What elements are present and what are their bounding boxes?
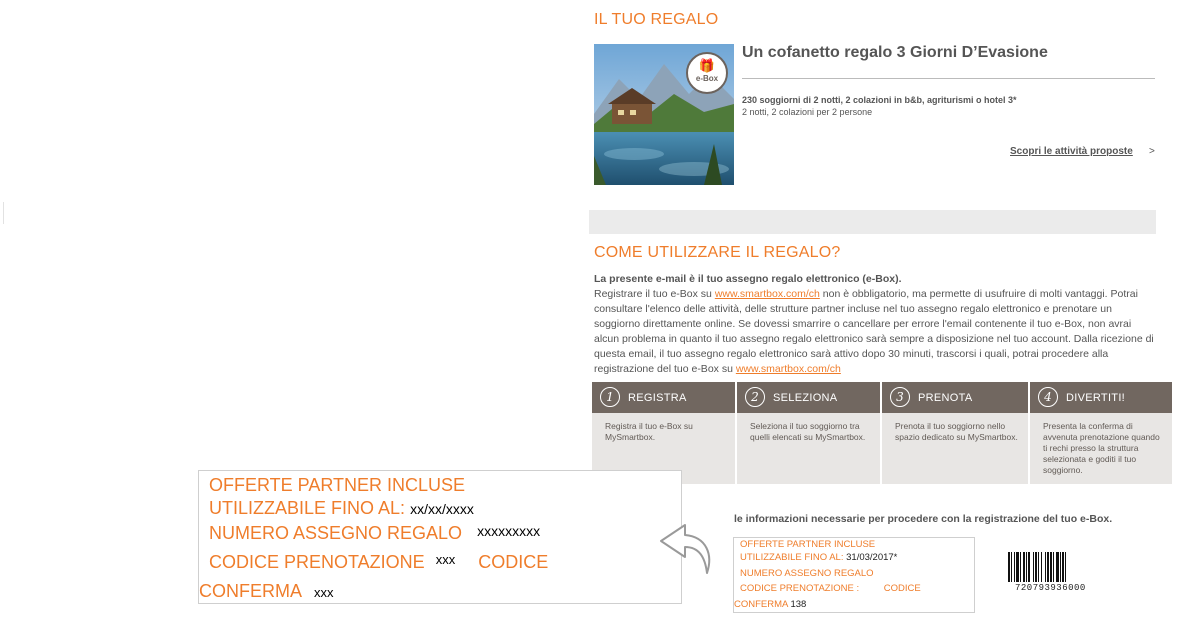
product-title: Un cofanetto regalo 3 Giorni D’Evasione	[742, 44, 1048, 61]
divider	[3, 202, 4, 224]
howto-section-title: COME UTILIZZARE IL REGALO?	[594, 244, 841, 261]
step-enjoy	[1030, 382, 1172, 484]
partner-offers-label: OFFERTE PARTNER INCLUSE	[740, 539, 876, 550]
step-register	[592, 382, 735, 484]
step-description: Prenota il tuo soggiorno nello spazio dedicato su MySmartbox.	[895, 421, 1018, 442]
step-header	[882, 382, 1028, 413]
voucher-number-row	[209, 523, 540, 544]
valid-until-value: 31/03/2017*	[846, 552, 898, 563]
barcode-bar	[1065, 552, 1066, 582]
step-description: Registra il tuo e-Box su MySmartbox.	[605, 421, 693, 442]
discover-activities-link[interactable]: Scopri le attività proposte	[1010, 146, 1133, 157]
confirmation-value: xxx	[314, 585, 334, 600]
gift-section-title: IL TUO REGALO	[594, 11, 719, 28]
step-number-icon: 3	[890, 387, 910, 407]
step-label: PRENOTA	[918, 392, 973, 404]
barcode-bar	[1041, 552, 1042, 582]
step-number-icon: 2	[745, 387, 765, 407]
barcode-bar	[1016, 552, 1019, 582]
voucher-number-label: NUMERO ASSEGNO REGALO	[209, 523, 463, 543]
step-label: SELEZIONA	[773, 392, 838, 404]
valid-until-value: xx/xx/xxxx	[410, 501, 474, 517]
confirmation-label: CONFERMA	[734, 599, 788, 610]
step-header	[1030, 382, 1172, 413]
barcode-bar	[1045, 552, 1046, 582]
step-description: Presenta la conferma di avvenuta prenotazione quando ti rechi presso la struttura selezionata e goditi il tuo soggiorno.	[1043, 421, 1160, 475]
valid-until-label: UTILIZZABILE FINO AL:	[740, 552, 844, 563]
steps-strip	[592, 382, 1172, 484]
howto-body-text	[594, 272, 1154, 377]
booking-code-label: CODICE PRENOTAZIONE	[209, 552, 425, 572]
voucher-details-box	[733, 537, 975, 613]
product-subdescription: 2 notti, 2 colazioni per 2 persone	[742, 107, 873, 117]
barcode-bar	[1047, 552, 1049, 582]
barcode-bar	[1056, 552, 1059, 582]
barcode-bar	[1050, 552, 1052, 582]
section-separator-band	[589, 210, 1156, 234]
booking-code-row	[740, 583, 921, 594]
barcode-number: 720793936000	[1015, 583, 1086, 593]
barcode-bar	[1023, 552, 1025, 582]
confirmation-code-label: CODICE	[883, 583, 921, 594]
barcode-bar	[1008, 552, 1010, 582]
ebox-badge-label: e-Box	[695, 74, 719, 83]
barcode-bar	[1053, 552, 1054, 582]
smartbox-link[interactable]: www.smartbox.com/ch	[714, 288, 820, 300]
product-image[interactable]	[594, 44, 734, 185]
product-description: 230 soggiorni di 2 notti, 2 colazioni in b&b, agriturismi o hotel 3*	[742, 95, 1017, 105]
valid-until-row	[209, 498, 474, 519]
gift-icon: 🎁	[698, 58, 716, 73]
confirmation-label: CONFERMA	[199, 581, 302, 601]
booking-code-value: xxx	[435, 552, 456, 567]
voucher-number-value: xxxxxxxxx	[477, 523, 541, 539]
divider	[742, 78, 1155, 79]
barcode-bar	[1033, 552, 1034, 582]
valid-until-row	[740, 552, 897, 563]
barcode-bar	[1026, 552, 1027, 582]
howto-intro: La presente e-mail è il tuo assegno regalo elettronico (e-Box).	[594, 273, 902, 285]
confirmation-row	[199, 581, 334, 602]
curved-arrow-icon	[655, 515, 717, 577]
barcode-icon	[1008, 552, 1092, 584]
barcode-bar	[1011, 552, 1012, 582]
chevron-right-icon: >	[1149, 146, 1155, 157]
howto-text-part1: Registrare il tuo e-Box su	[594, 288, 715, 300]
booking-code-label: CODICE PRENOTAZIONE :	[740, 583, 860, 594]
partner-offers-label: OFFERTE PARTNER INCLUSE	[209, 475, 466, 495]
howto-text-part2: non è obbligatorio, ma permette di usufruire di molti vantaggi. Potrai consultare l'elenco delle attività, delle strutture partner incluse nel tuo assegno regalo elettronico e prenotare un soggiorno direttamente online. Se dovessi smarrire o cancellare per errore l'email contenente il tuo e-Box, non avrai alcun problema in quanto il tuo assegno regalo elettronico sarà sempre a disposizione nel tuo account. Dalla ricezione di questa email, il tuo assegno regalo elettronico sarà attivo dopo 30 minuti, trascorsi i quali, potrai procedere alla registrazione del tuo e-Box su	[594, 288, 1154, 375]
registration-info-text: le informazioni necessarie per procedere con la registrazione del tuo e-Box.	[734, 513, 1113, 525]
step-label: REGISTRA	[628, 392, 687, 404]
step-header	[592, 382, 735, 413]
step-number-icon: 4	[1038, 387, 1058, 407]
step-label: DIVERTITI!	[1066, 392, 1126, 404]
smartbox-link[interactable]: www.smartbox.com/ch	[735, 363, 841, 375]
step-number-icon: 1	[600, 387, 620, 407]
barcode-bar	[1062, 552, 1064, 582]
booking-code-row	[209, 552, 548, 573]
confirmation-row	[734, 599, 806, 610]
confirmation-value: 138	[790, 599, 807, 610]
ebox-badge	[686, 52, 728, 94]
barcode-bar	[1038, 552, 1039, 582]
voucher-number-label: NUMERO ASSEGNO REGALO	[740, 568, 874, 579]
barcode-bar	[1028, 552, 1030, 582]
barcode-bar	[1035, 552, 1037, 582]
confirmation-code-label: CODICE	[478, 552, 549, 572]
valid-until-label: UTILIZZABILE FINO AL:	[209, 498, 406, 518]
barcode-bar	[1020, 552, 1021, 582]
step-description: Seleziona il tuo soggiorno tra quelli elencati su MySmartbox.	[750, 421, 866, 442]
step-book	[882, 382, 1028, 484]
barcode-bar	[1014, 552, 1015, 582]
step-header	[737, 382, 880, 413]
step-select	[737, 382, 880, 484]
voucher-details-zoom	[198, 470, 682, 604]
barcode-bar	[1060, 552, 1061, 582]
